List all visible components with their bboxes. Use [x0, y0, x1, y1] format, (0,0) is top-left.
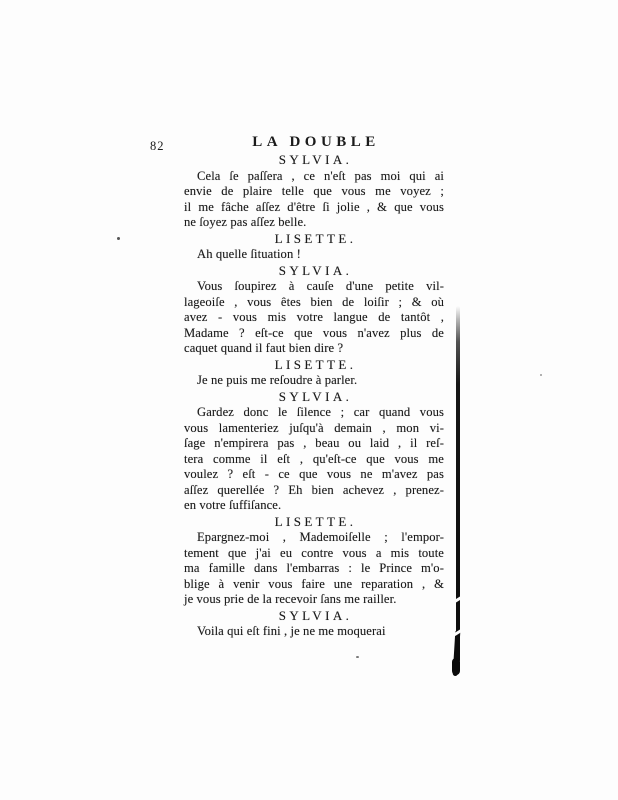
speech-line: voulez ? eſt - ce que vous ne m'avez pas — [184, 467, 444, 481]
speaker-heading: SYLVIA. — [278, 388, 353, 404]
speech-line: Madame ? eſt-ce que vous n'avez plus de — [184, 325, 444, 340]
speech-line: Voila qui eſt fini , je ne me moquerai — [197, 624, 386, 638]
speech-line: Ah quelle ſituation ! — [197, 247, 301, 261]
page-number: 82 — [150, 139, 165, 153]
speech-line: tement que j'ai eu contre vous a mis toute — [184, 545, 444, 560]
speaker-heading: LISETTE. — [274, 230, 357, 246]
ink-speck — [356, 656, 359, 658]
running-title: LA DOUBLE — [252, 134, 380, 150]
ink-speck — [117, 237, 120, 240]
ink-speck — [540, 374, 542, 376]
speech-line: Je ne puis me reſoudre à parler. — [197, 373, 358, 387]
speech-line: ſage n'empirera pas , beau ou laid , il reſ- — [184, 436, 444, 450]
speech-line: Cela ſe paſſera , ce n'eſt pas moi qui ai — [197, 168, 444, 183]
speech-line: lageoiſe , vous êtes bien de loiſir ; & où — [184, 294, 444, 309]
speech-line: Epargnez-moi , Mademoiſelle ; l'empor- — [197, 530, 444, 544]
speech-line: Gardez donc le ſilence ; car quand vous — [197, 405, 444, 419]
speech-line: il me fâche aſſez d'être ſi jolie , & que vous — [184, 199, 444, 214]
scan-edge-artifact — [456, 306, 460, 662]
speaker-heading: SYLVIA. — [278, 152, 353, 167]
speaker-heading: SYLVIA. — [278, 262, 353, 278]
speech-line: aſſez querellée ? Eh bien achevez , prenez- — [184, 482, 444, 497]
speaker-heading: SYLVIA. — [278, 607, 353, 623]
speech-line: Vous ſoupirez à cauſe d'une petite vil- — [197, 279, 444, 293]
speech-line: en votre ſuffiſance. — [184, 498, 282, 512]
speech-line: vous lamenteriez juſqu'à demain , mon vi- — [184, 420, 444, 435]
speech-line: envie de plaire telle que vous me voyez ; — [184, 184, 444, 198]
speech-line: caquet quand il faut bien dire ? — [184, 341, 344, 355]
speech-line: avez - vous mis votre langue de tantôt , — [184, 310, 444, 324]
speech-line: tera comme il eſt , qu'eſt-ce que vous me — [184, 451, 444, 466]
scan-edge-artifact-blob — [452, 658, 460, 675]
speech-line: je vous prie de la recevoir ſans me railler. — [184, 592, 397, 606]
page-text — [184, 152, 444, 640]
speaker-heading: LISETTE. — [274, 356, 357, 372]
speech-line: ne ſoyez pas aſſez belle. — [184, 215, 307, 229]
speech-line: blige à venir vous faire une reparation , & — [184, 576, 444, 591]
speech-line: ma famille dans l'embarras : le Prince m'o- — [184, 561, 444, 575]
speaker-heading: LISETTE. — [274, 513, 357, 529]
